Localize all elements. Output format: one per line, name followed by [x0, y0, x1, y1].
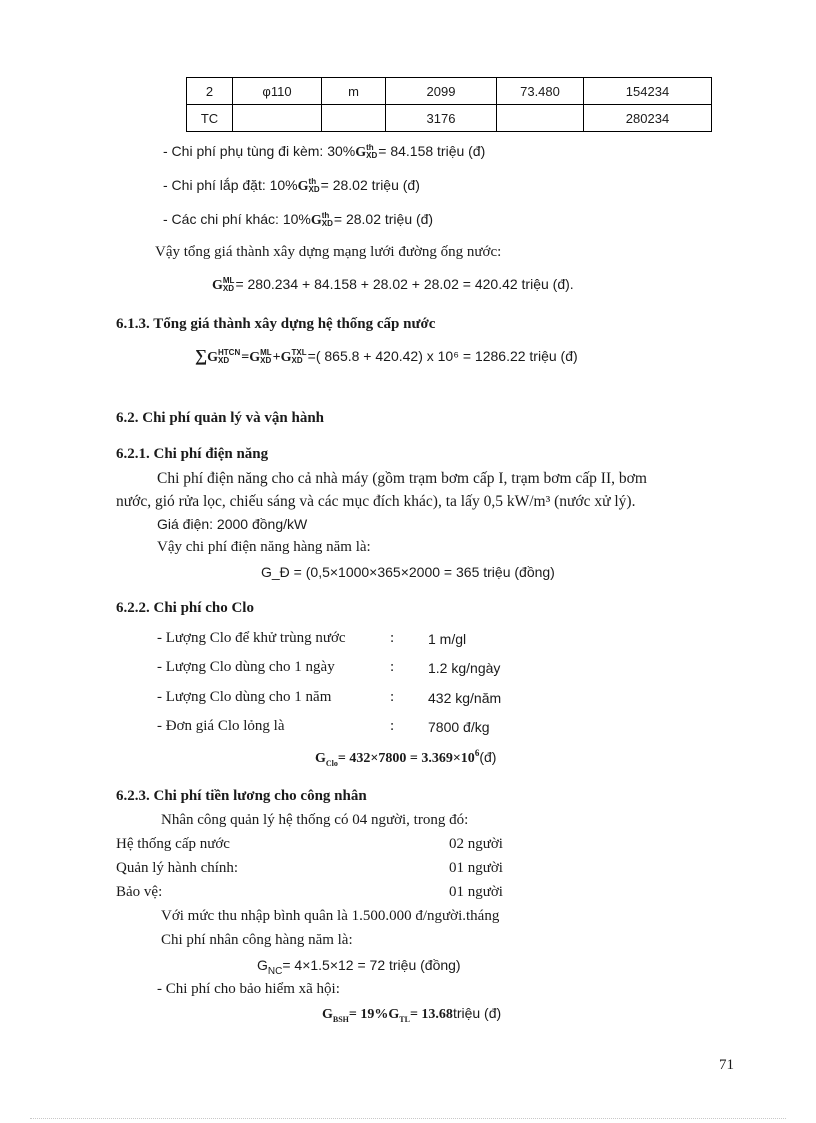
superscript: th: [366, 143, 374, 153]
item-value: 7800 đ/kg: [428, 719, 490, 735]
table-cell: m: [322, 78, 386, 105]
superscript: th: [321, 211, 330, 221]
other-cost-line: [163, 211, 433, 229]
subscript: Clo: [325, 759, 338, 768]
subscript: XD: [366, 151, 378, 161]
item-label: - Lượng Clo dùng cho 1 ngày: [157, 659, 335, 675]
g-symbol: G: [355, 145, 367, 160]
equals-sign: =: [241, 350, 250, 365]
staff-intro: Nhân công quản lý hệ thống có 04 người, trong đó:: [161, 812, 469, 828]
table-cell: [322, 105, 386, 132]
footer-divider: [30, 1118, 786, 1119]
electricity-formula: G_Đ = (0,5×1000×365×2000 = 365 triệu (đồng): [261, 564, 555, 580]
item-colon: :: [390, 689, 395, 705]
staff-value: 02 người: [449, 836, 503, 852]
accessories-cost-line: [163, 143, 485, 161]
formula-expression: =( 865.8 + 420.42) x 10⁶ = 1286.22 triệu (đ): [307, 348, 578, 364]
section-heading-6-2: 6.2. Chi phí quản lý và vận hành: [116, 410, 325, 426]
line-value: = 84.158 triệu (đ): [378, 143, 486, 159]
formula-expression: = 13.68: [409, 1007, 453, 1022]
subscript: NC: [267, 965, 283, 977]
staff-label: Quản lý hành chính:: [116, 860, 239, 876]
g-symbol: G: [315, 751, 326, 766]
item-label: - Đơn giá Clo lỏng là: [157, 718, 285, 734]
table-cell: 2099: [386, 78, 497, 105]
page-number: 71: [719, 1057, 734, 1073]
staff-label: Hệ thống cấp nước: [116, 836, 230, 852]
line-label: - Các chi phí khác: 10%: [163, 211, 311, 227]
formula-unit: (đ): [479, 749, 497, 765]
g-symbol: G: [297, 179, 309, 194]
table-cell: [497, 105, 584, 132]
insurance-text: - Chi phí cho bảo hiểm xã hội:: [157, 981, 340, 997]
superscript: HTCN: [218, 348, 241, 358]
superscript: ML: [222, 276, 235, 286]
chlorine-formula: [315, 748, 496, 768]
subscript: TL: [399, 1015, 410, 1024]
table-row: [187, 78, 712, 105]
table-cell: 73.480: [497, 78, 584, 105]
section-heading-6-2-3: 6.2.3. Chi phí tiền lương cho công nhân: [116, 788, 367, 804]
section-heading-6-2-2: 6.2.2. Chi phí cho Clo: [116, 600, 254, 616]
item-colon: :: [390, 718, 395, 734]
item-colon: :: [390, 659, 395, 675]
table-row: [187, 105, 712, 132]
g-symbol: G: [207, 350, 219, 365]
subscript: XD: [321, 219, 333, 229]
table-cell: 3176: [386, 105, 497, 132]
staff-value: 01 người: [449, 860, 503, 876]
subscript: XD: [222, 284, 235, 294]
subscript: XD: [308, 185, 320, 195]
item-value: 1.2 kg/ngày: [428, 660, 501, 676]
install-cost-line: [163, 177, 420, 195]
labor-formula: [257, 957, 461, 977]
item-value: 432 kg/năm: [428, 690, 502, 706]
line-value: = 28.02 triệu (đ): [320, 177, 420, 193]
g-symbol: G: [322, 1007, 333, 1022]
item-colon: :: [390, 630, 395, 646]
g-symbol: G: [212, 278, 223, 293]
plus-sign: +: [272, 350, 281, 365]
table-cell: 280234: [584, 105, 712, 132]
table-cell: 2: [187, 78, 233, 105]
summary-text: Vậy tổng giá thành xây dựng mạng lưới đường ống nước:: [155, 244, 502, 260]
formula-expression: = 280.234 + 84.158 + 28.02 + 28.02 = 420.42 triệu (đ).: [235, 276, 574, 292]
section-heading-6-1-3: 6.1.3. Tổng giá thành xây dựng hệ thống cấp nước: [116, 316, 436, 332]
superscript: 6: [474, 748, 480, 758]
table-cell: TC: [187, 105, 233, 132]
g-symbol: G: [280, 350, 292, 365]
g-symbol: G: [310, 213, 322, 228]
electricity-paragraph-line-1: Chi phí điện năng cho cả nhà máy (gồm trạm bơm cấp I, trạm bơm cấp II, bơm: [157, 470, 647, 487]
staff-value: 01 người: [449, 884, 503, 900]
subscript: BSH: [332, 1015, 349, 1024]
superscript: ML: [260, 348, 272, 358]
total-system-formula: [195, 346, 578, 366]
table-cell: φ110: [233, 78, 322, 105]
electricity-paragraph-line-2: nước, gió rửa lọc, chiếu sáng và các mục đích khác), ta lấy 0,5 kW/m³ (nước xử lý).: [116, 493, 636, 510]
total-network-formula: [212, 276, 574, 294]
labor-yearly-text: Chi phí nhân công hàng năm là:: [161, 932, 353, 948]
section-heading-6-2-1: 6.2.1. Chi phí điện năng: [116, 446, 269, 462]
electricity-yearly-text: Vậy chi phí điện năng hàng năm là:: [157, 539, 371, 555]
item-value: 1 m/gl: [428, 631, 467, 647]
g-symbol: G: [249, 350, 261, 365]
electricity-price: Giá điện: 2000 đồng/kW: [157, 516, 308, 532]
line-label: - Chi phí phụ tùng đi kèm: 30%: [163, 143, 356, 159]
table-cell: 154234: [584, 78, 712, 105]
income-text: Với mức thu nhập bình quân là 1.500.000 đ/người.tháng: [161, 908, 500, 924]
formula-expression: = 4×1.5×12 = 72 triệu (đồng): [282, 957, 461, 973]
line-value: = 28.02 triệu (đ): [333, 211, 434, 227]
formula-unit: triệu (đ): [452, 1005, 502, 1021]
item-label: - Lượng Clo để khử trùng nước: [157, 630, 346, 646]
superscript: th: [308, 177, 317, 187]
subscript: XD: [218, 356, 230, 366]
item-label: - Lượng Clo dùng cho 1 năm: [157, 689, 332, 705]
formula-expression: = 19%G: [348, 1007, 400, 1022]
line-label: - Chi phí lắp đặt: 10%: [163, 177, 298, 193]
superscript: TXL: [291, 348, 307, 358]
insurance-formula: [322, 1005, 501, 1024]
sum-symbol: ∑: [195, 346, 208, 365]
formula-expression: = 432×7800 = 3.369×10: [337, 751, 475, 766]
subscript: XD: [291, 356, 303, 366]
cost-table: [186, 77, 712, 132]
g-symbol: G: [257, 957, 268, 973]
staff-label: Bảo vệ:: [116, 884, 163, 900]
table-cell: [233, 105, 322, 132]
subscript: XD: [260, 356, 272, 366]
